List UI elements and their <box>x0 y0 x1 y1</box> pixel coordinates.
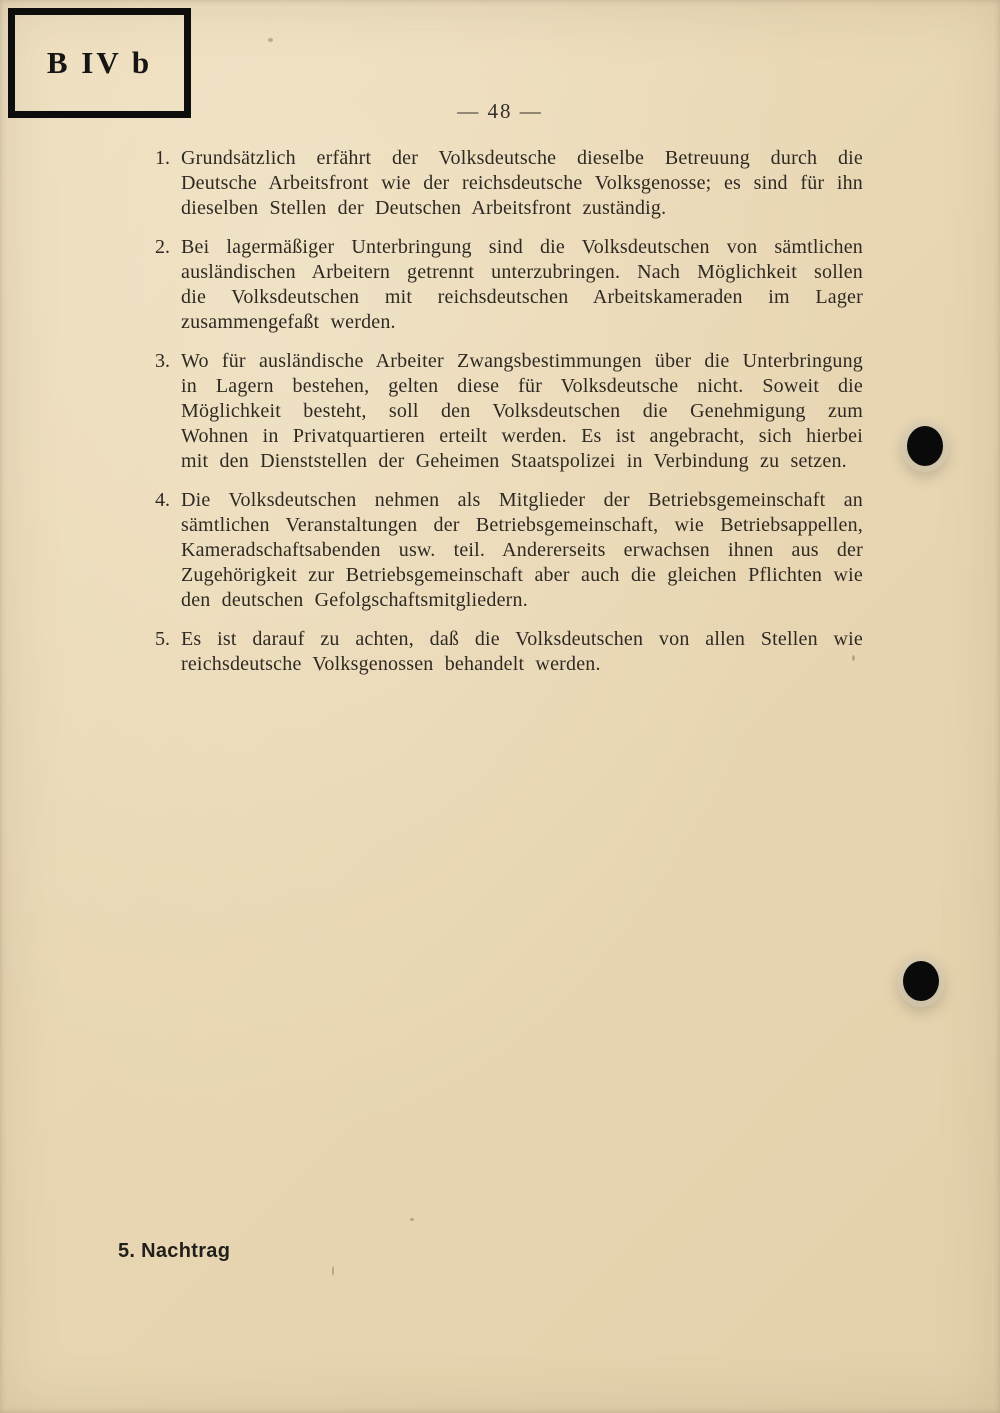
footer-label: 5. Nachtrag <box>118 1240 231 1262</box>
item-text: Die Volksdeutschen nehmen als Mitglieder der Betriebsgemeinschaft an sämtlichen Veranstaltungen der Betriebsgemeinschaft, wie Betriebsappellen, Kameradschaftsabenden usw. teil. Andererseits erwachsen ihnen aus der Zugehörigkeit zur Betriebsgemeinschaft aber auch die gleichen Pflichten wie den deutschen Gefolgschaftsmitgliedern. <box>181 489 863 611</box>
scan-speck <box>852 655 855 661</box>
item-number: 2. <box>155 236 170 258</box>
scan-speck <box>410 1218 414 1221</box>
item-text: Es ist darauf zu achten, daß die Volksdeutschen von allen Stellen wie reichsdeutsche Volksgenossen behandelt werden. <box>181 628 863 675</box>
scan-speck <box>268 38 273 42</box>
item-number: 5. <box>155 628 170 650</box>
item-text: Bei lagermäßiger Unterbringung sind die Volksdeutschen von sämtlichen ausländischen Arbeitern getrennt unterzubringen. Nach Möglichkeit sollen die Volksdeutschen mit reichsdeutschen Arbeitskameraden im Lager zusammengefaßt werden. <box>181 236 863 333</box>
item-number: 3. <box>155 350 170 372</box>
item-text: Wo für ausländische Arbeiter Zwangsbestimmungen über die Unterbringung in Lagern bestehen, gelten diese für Volksdeutsche nicht. Soweit die Möglichkeit besteht, soll den Volksdeutschen die Genehmigung zum Wohnen in Privatquartieren erteilt werden. Es ist angebracht, sich hierbei mit den Dienststellen der Geheimen Staatspolizei in Verbindung zu setzen. <box>181 350 863 472</box>
classification-label: B IV b <box>46 45 153 80</box>
list-item <box>155 349 863 474</box>
list-item <box>155 488 863 613</box>
item-number: 4. <box>155 489 170 511</box>
punch-hole-icon <box>903 961 939 1001</box>
list-item <box>155 146 863 221</box>
body-text-block <box>155 146 863 691</box>
item-number: 1. <box>155 147 170 169</box>
punch-hole-icon <box>907 426 943 466</box>
item-text: Grundsätzlich erfährt der Volksdeutsche dieselbe Betreuung durch die Deutsche Arbeitsfront wie der reichsdeutsche Volksgenosse; es sind für ihn dieselben Stellen der Deutschen Arbeitsfront zuständig. <box>181 147 863 219</box>
list-item <box>155 235 863 335</box>
list-item <box>155 627 863 677</box>
page-number: — 48 — <box>457 99 543 123</box>
scan-speck <box>332 1266 334 1276</box>
